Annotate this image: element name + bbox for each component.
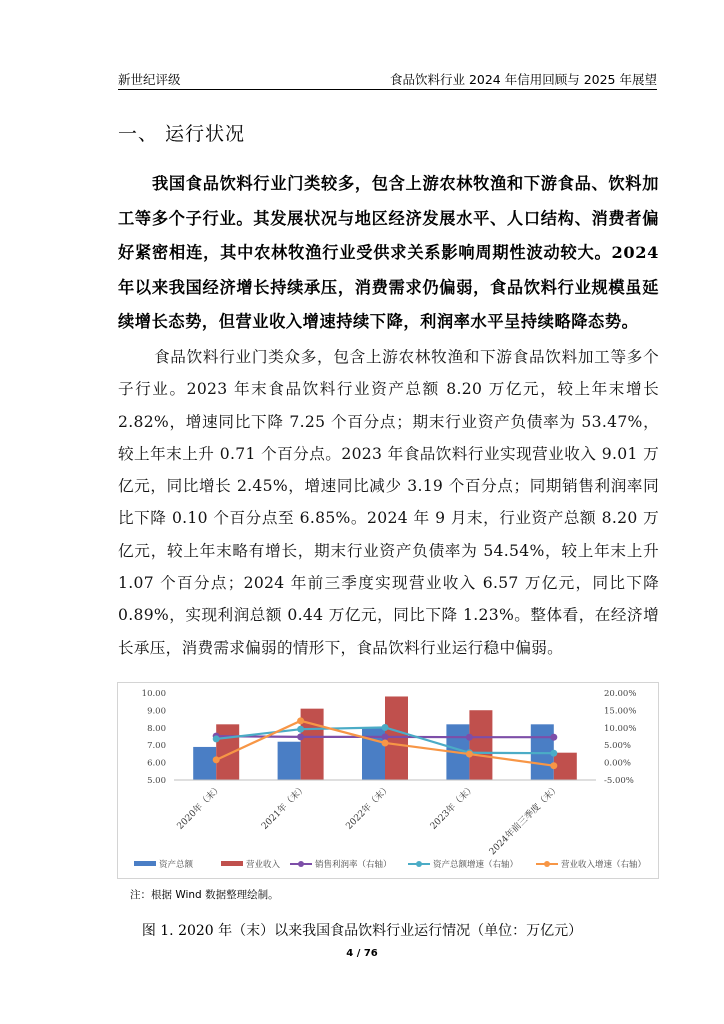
- left-axis-tick-label: 7.00: [147, 741, 166, 752]
- chart-source-note: 注：根据 Wind 数据整理绘制。: [130, 889, 279, 901]
- section-heading: 一、 运行状况: [118, 123, 246, 145]
- bar-revenue: [469, 710, 492, 780]
- legend-label: 资产总额: [159, 860, 194, 870]
- category-label: 2022年（末）: [344, 783, 394, 832]
- legend-label: 销售利润率（右轴）: [315, 860, 392, 870]
- legend-label: 资产总额增速（右轴）: [433, 860, 519, 870]
- legend-label: 营业收入增速（右轴）: [561, 860, 647, 870]
- legend-swatch: [221, 861, 243, 866]
- series-point-profit-margin: [297, 733, 304, 740]
- series-point-asset-growth: [213, 735, 220, 742]
- figure-caption: 图 1. 2020 年（末）以来我国食品饮料行业运行情况（单位：万亿元）: [141, 923, 583, 939]
- header-divider: [118, 89, 657, 90]
- report-issuer: 新世纪评级: [118, 72, 181, 87]
- left-axis-tick-label: 10.00: [141, 689, 166, 699]
- right-axis-tick-label: 20.00%: [604, 689, 637, 699]
- category-label: 2021年（末）: [259, 783, 309, 832]
- left-axis-tick-label: 9.00: [147, 706, 166, 717]
- summary-paragraph: 我国食品饮料行业门类较多，包含上游农林牧渔和下游食品、饮料加工等多个子行业。其发展状况与地区经济发展水平、人口结构、消费者偏好紧密相连，其中农林牧渔行业受供求关系影响周期性波动较大。2024 年以来我国经济增长持续承压，消费需求仍偏弱，食品饮料行业规模虽延续增长态势，但营业收入增速持续下降，利润率水平呈持续略降态势。: [118, 174, 659, 331]
- right-axis-tick-label: 0.00%: [604, 758, 632, 769]
- bar-revenue: [554, 753, 577, 780]
- body-paragraph: 食品饮料行业门类众多，包含上游农林牧渔和下游食品饮料加工等多个子行业。2023 年末食品饮料行业资产总额 8.20 万亿元，较上年末增长 2.82%，增速同比下降 7.25 个百分点；期末行业资产负债率为 53.47%，较上年末上升 0.71 个百分点。2023 年食品饮料行业实现营业收入 9.01 万亿元，同比增长 2.45%，增速同比减少 3.19 个百分点；同期销售利润率同比下降 0.10 个百分点至 6.85%。2024 年 9 月末，行业资产总额 8.20 万亿元，较上年末略有增长，期末行业资产负债率为 54.54%，较上年末上升 1.07 个百分点；2024 年前三季度实现营业收入 6.57 万亿元，同比下降 0.89%，实现利润总额 0.44 万亿元，同比下降 1.23%。整体看，在经济增长承压，消费需求偏弱的情形下，食品饮料行业运行稳中偏弱。: [118, 348, 659, 657]
- category-label: 2024年前三季度（末）: [487, 783, 562, 858]
- chart-container: [117, 682, 659, 879]
- series-point-profit-margin: [550, 734, 557, 741]
- bar-revenue: [216, 724, 239, 780]
- series-point-revenue-growth: [550, 762, 557, 769]
- industry-chart: [118, 683, 658, 878]
- category-label: 2023年（末）: [428, 783, 478, 832]
- bar-total-assets: [278, 742, 301, 780]
- series-point-profit-margin: [466, 734, 473, 741]
- legend-marker: [544, 861, 550, 867]
- left-axis-tick-label: 6.00: [147, 758, 166, 769]
- report-title: 食品饮料行业 2024 年信用回顾与 2025 年展望: [389, 72, 657, 87]
- legend-marker: [416, 861, 422, 867]
- bar-total-assets: [193, 747, 216, 780]
- left-axis-tick-label: 5.00: [147, 776, 166, 786]
- series-point-revenue-growth: [382, 739, 389, 746]
- category-label: 2020年（末）: [175, 783, 225, 832]
- right-axis-tick-label: 15.00%: [604, 706, 637, 717]
- right-axis-tick-label: -5.00%: [604, 776, 634, 786]
- series-point-asset-growth: [550, 750, 557, 757]
- legend-swatch: [134, 861, 156, 866]
- series-point-asset-growth: [297, 726, 304, 733]
- series-point-revenue-growth: [213, 756, 220, 763]
- legend-label: 营业收入: [246, 860, 281, 870]
- series-point-asset-growth: [382, 724, 389, 731]
- series-point-profit-margin: [382, 733, 389, 740]
- right-axis-tick-label: 5.00%: [604, 741, 632, 752]
- bar-revenue: [385, 696, 408, 780]
- left-axis-tick-label: 8.00: [147, 723, 166, 734]
- bar-revenue: [301, 709, 324, 780]
- series-point-revenue-growth: [466, 751, 473, 758]
- right-axis-tick-label: 10.00%: [604, 723, 637, 734]
- legend-marker: [298, 861, 304, 867]
- series-point-revenue-growth: [297, 717, 304, 724]
- page-number: 4 / 76: [346, 948, 378, 959]
